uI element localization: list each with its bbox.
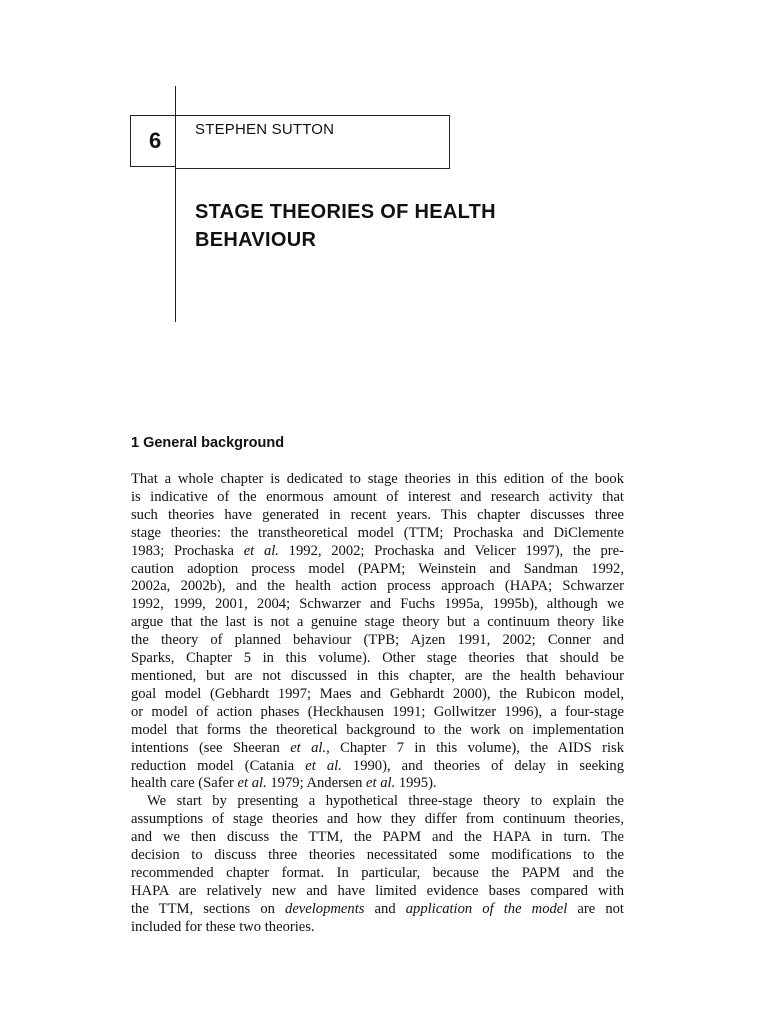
chapter-title	[195, 198, 496, 254]
body-line: the TTM, sections on developments and application of the model are not	[131, 900, 624, 917]
body-line: health care (Safer et al. 1979; Andersen et al. 1995).	[131, 775, 437, 792]
body-line: mentioned, but are not discussed in this chapter, are the health behaviour	[131, 667, 624, 684]
body-line: 2002a, 2002b), and the health action process approach (HAPA; Schwarzer	[131, 578, 624, 595]
body-line: That a whole chapter is dedicated to stage theories in this edition of the book	[131, 471, 624, 487]
body-line: caution adoption process model (PAPM; Weinstein and Sandman 1992,	[131, 560, 624, 577]
body-line: goal model (Gebhardt 1997; Maes and Gebhardt 2000), the Rubicon model,	[131, 685, 624, 702]
body-text	[131, 471, 624, 937]
body-line: or model of action phases (Heckhausen 1991; Gollwitzer 1996), a four-stage	[131, 703, 624, 720]
body-line: decision to discuss three theories necessitated some modifications to the	[131, 847, 624, 864]
body-line: HAPA are relatively new and have limited evidence bases compared with	[131, 882, 624, 899]
body-line: We start by presenting a hypothetical three-stage theory to explain the	[147, 793, 624, 810]
body-paragraph	[131, 793, 624, 936]
body-line: 1992, 1999, 2001, 2004; Schwarzer and Fuchs 1995a, 1995b), although we	[131, 596, 624, 613]
section-heading: 1 General background	[131, 435, 285, 451]
body-line: and we then discuss the TTM, the PAPM and the HAPA in turn. The	[131, 829, 624, 846]
body-paragraph	[131, 471, 624, 793]
body-line: assumptions of stage theories and how they differ from continuum theories,	[131, 811, 624, 828]
body-line: stage theories: the transtheoretical model (TTM; Prochaska and DiClemente	[131, 524, 624, 541]
body-line: reduction model (Catania et al. 1990), and theories of delay in seeking	[131, 757, 624, 774]
body-line: is indicative of the enormous amount of interest and research activity that	[131, 488, 624, 505]
chapter-number: 6	[149, 128, 162, 153]
body-line: such theories have generated in recent years. This chapter discusses three	[131, 506, 624, 523]
body-line: argue that the last is not a genuine stage theory but a continuum theory like	[131, 614, 624, 631]
body-line: recommended chapter format. In particular, because the PAPM and the	[131, 864, 624, 881]
body-line: intentions (see Sheeran et al., Chapter 7 in this volume), the AIDS risk	[131, 739, 624, 756]
body-line: Sparks, Chapter 5 in this volume). Other stage theories that should be	[131, 650, 624, 667]
chapter-title-line: BEHAVIOUR	[195, 229, 317, 251]
body-line: 1983; Prochaska et al. 1992, 2002; Prochaska and Velicer 1997), the pre-	[131, 542, 624, 559]
chapter-title-line: STAGE THEORIES OF HEALTH	[195, 201, 496, 223]
chapter-author: STEPHEN SUTTON	[195, 121, 335, 138]
body-line: included for these two theories.	[131, 918, 315, 935]
body-line: the theory of planned behaviour (TPB; Ajzen 1991, 2002; Conner and	[131, 632, 624, 649]
body-line: model that forms the theoretical background to the work on implementation	[131, 721, 624, 738]
